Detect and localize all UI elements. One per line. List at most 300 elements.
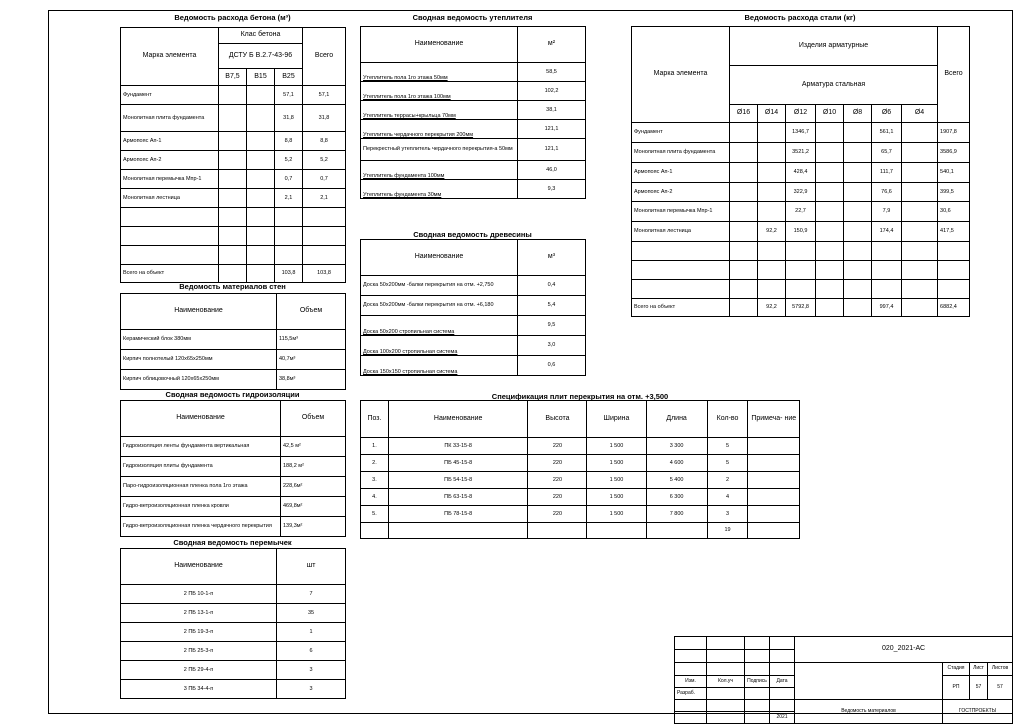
wood-h-unit: м³: [518, 240, 586, 276]
slabs-title: Спецификация плит перекрытия на отм. +3,500: [491, 392, 669, 401]
cell-value: 428,4: [786, 163, 816, 183]
cell-b25: [275, 227, 303, 246]
row-name: Гидро-ветроизоляционная пленка чердачного перекрытия: [121, 517, 281, 537]
steel-diam-header: Ø4: [902, 105, 938, 123]
row-name: Армопояс Ап-2: [632, 183, 730, 202]
steel-diam-header: Ø6: [872, 105, 902, 123]
cell-vol: 40,7м³: [277, 350, 346, 370]
hydro-title: Сводная ведомость гидроизоляции: [165, 390, 300, 399]
cell-total: 5,2: [303, 151, 346, 170]
cell-value: [730, 299, 758, 317]
cell-value: 174,4: [872, 222, 902, 242]
steel-diam-header: Ø14: [758, 105, 786, 123]
slabs-h-pos: Поз.: [361, 401, 389, 438]
slabs-total: 19: [707, 523, 748, 539]
lintels-h-qty: шт: [277, 549, 346, 585]
cell-width: 1 500: [587, 506, 646, 523]
concrete-h-b75: B7,5: [219, 69, 247, 86]
cell-b25: 57,1: [275, 86, 303, 105]
row-name: Утеплитель фундамента 30мм: [361, 180, 518, 199]
row-name: Утеплитель фундамента 100мм: [361, 161, 518, 180]
row-name: Керамический блок 380мм: [121, 330, 277, 350]
cell-value: [816, 299, 844, 317]
table-row: [361, 438, 800, 455]
table-row: [121, 604, 346, 623]
cell-b25: 0,7: [275, 170, 303, 189]
cell-length: 5 400: [646, 472, 707, 489]
cell-value: [816, 280, 844, 299]
cell-width: 1 500: [587, 472, 646, 489]
row-name: [632, 242, 730, 261]
table-row: [632, 123, 970, 143]
hydro-h-name: Наименование: [121, 401, 281, 437]
cell-value: [844, 242, 872, 261]
concrete-h-total: Всего: [303, 28, 346, 86]
cell-value: [902, 222, 938, 242]
wood-table-wrap: [360, 239, 586, 376]
cell-b75: [219, 246, 247, 265]
cell-note: [748, 472, 800, 489]
cell-vol: 139,3м²: [281, 517, 346, 537]
insulation-table-wrap: [360, 26, 586, 199]
cell-qty: 7: [277, 585, 346, 604]
cell-vol: 228,6м²: [281, 477, 346, 497]
cell-val: 5,4: [518, 296, 586, 316]
cell-height: 220: [528, 455, 587, 472]
table-row: [632, 183, 970, 202]
table-row: [632, 222, 970, 242]
concrete-h-class: Клас бетона: [219, 28, 303, 44]
cell-val: 121,1: [518, 120, 586, 139]
concrete-title: Ведомость расхода бетона (м³): [174, 13, 291, 22]
row-name: Перекрестный утеплитель чердачного перекрытия-а 50мм: [361, 139, 518, 161]
slabs-h-name: Наименование: [388, 401, 528, 438]
cell-value: [902, 183, 938, 202]
cell-value: [844, 183, 872, 202]
table-row: [361, 356, 586, 376]
table-row: [361, 472, 800, 489]
table-row: [121, 623, 346, 642]
concrete-h-b25: B25: [275, 69, 303, 86]
cell-value: [844, 143, 872, 163]
table-row: [361, 180, 586, 199]
cell-value: [730, 261, 758, 280]
cell-value: [902, 261, 938, 280]
cell-pos: 5.: [361, 506, 389, 523]
row-name: 2 ПБ 25-3-п: [121, 642, 277, 661]
stamp-stage: РП: [943, 676, 970, 700]
cell-b15: [247, 208, 275, 227]
cell-b25: [275, 246, 303, 265]
table-row: [121, 330, 346, 350]
cell-value: 322,9: [786, 183, 816, 202]
cell-value: [844, 222, 872, 242]
lintels-table-wrap: [120, 548, 346, 699]
cell-value: 7,9: [872, 202, 902, 222]
cell-b15: [247, 265, 275, 283]
slabs-h-height: Высота: [528, 401, 587, 438]
cell-value: [758, 143, 786, 163]
cell-value: [902, 202, 938, 222]
table-row: [121, 208, 346, 227]
row-name: Монолитная перемычка Мпр-1: [121, 170, 219, 189]
cell-qty: 4: [707, 489, 748, 506]
table-row: [121, 246, 346, 265]
wood-h-name: Наименование: [361, 240, 518, 276]
cell-value: [902, 299, 938, 317]
stamp-data: Дата: [770, 676, 795, 688]
cell-value: [844, 280, 872, 299]
table-row: [121, 497, 346, 517]
cell-val: 9,5: [518, 316, 586, 336]
cell-qty: 2: [707, 472, 748, 489]
table-row: [121, 227, 346, 246]
steel-diam-header: Ø10: [816, 105, 844, 123]
cell-total: [303, 227, 346, 246]
cell-length: 7 800: [646, 506, 707, 523]
steel-table-wrap: [631, 26, 970, 317]
row-name: Монолитная перемычка Мпр-1: [632, 202, 730, 222]
table-row: [121, 132, 346, 151]
row-name: [121, 227, 219, 246]
table-row: [121, 457, 346, 477]
row-name: Монолитная лестница: [632, 222, 730, 242]
cell-value: [902, 163, 938, 183]
cell-total: [303, 246, 346, 265]
cell-length: 6 300: [646, 489, 707, 506]
table-row: [121, 437, 346, 457]
row-name: [632, 280, 730, 299]
cell-total: 1907,8: [938, 123, 970, 143]
row-name: Монолитная лестница: [121, 189, 219, 208]
steel-diam-header: Ø16: [730, 105, 758, 123]
slabs-h-width: Ширина: [587, 401, 646, 438]
cell-vol: 469,8м²: [281, 497, 346, 517]
steel-h-products: Изделия арматурные: [730, 27, 938, 66]
row-name: Доска 50х200мм -балки перекрытия на отм. +6,180: [361, 296, 518, 316]
cell-vol: 188,2 м²: [281, 457, 346, 477]
row-name: Паро-гидроизоляционная пленка пола 1го этажа: [121, 477, 281, 497]
slabs-table-wrap: [360, 400, 800, 539]
table-row: [121, 642, 346, 661]
stamp-kol: Кол.уч: [707, 676, 745, 688]
cell-total: 57,1: [303, 86, 346, 105]
table-row: [121, 151, 346, 170]
cell-qty: 35: [277, 604, 346, 623]
cell-b75: [219, 105, 247, 132]
slabs-h-length: Длина: [646, 401, 707, 438]
slabs-h-qty: Кол-во: [707, 401, 748, 438]
cell-width: 1 500: [587, 438, 646, 455]
cell-vol: 115,5м³: [277, 330, 346, 350]
cell-total: [938, 242, 970, 261]
table-row: [361, 276, 586, 296]
cell-value: [816, 261, 844, 280]
table-row: [632, 163, 970, 183]
hydro-h-vol: Объем: [281, 401, 346, 437]
steel-h-rebar: Арматура стальная: [730, 66, 938, 105]
wood-table: [360, 239, 586, 376]
table-row: [121, 661, 346, 680]
row-name: Доска 100х200 стропильная система: [361, 336, 518, 356]
cell-b15: [247, 86, 275, 105]
cell-value: 92,2: [758, 222, 786, 242]
cell-value: [816, 143, 844, 163]
row-name: Фундамент: [632, 123, 730, 143]
cell-value: [730, 202, 758, 222]
row-name: 2 ПБ 10-1-п: [121, 585, 277, 604]
cell-value: [758, 280, 786, 299]
steel-h-total: Всего: [938, 27, 970, 123]
row-name: Кирпич полнотелый 120х65х250мм: [121, 350, 277, 370]
row-name: 2 ПБ 13-1-п: [121, 604, 277, 623]
cell-b15: [247, 170, 275, 189]
cell-b25: 31,8: [275, 105, 303, 132]
concrete-h-b15: B15: [247, 69, 275, 86]
row-name: Армопояс Ап-1: [121, 132, 219, 151]
table-row: [361, 101, 586, 120]
walls-h-vol: Объем: [277, 294, 346, 330]
cell-val: 0,6: [518, 356, 586, 376]
cell-value: [730, 163, 758, 183]
cell-value: [902, 280, 938, 299]
table-row: [361, 63, 586, 82]
cell-value: 1346,7: [786, 123, 816, 143]
cell-value: [730, 222, 758, 242]
cell-qty: 5: [707, 438, 748, 455]
cell-length: 4 600: [646, 455, 707, 472]
cell-value: [758, 163, 786, 183]
lintels-title: Сводная ведомость перемычек: [173, 538, 292, 547]
cell-note: [748, 506, 800, 523]
stamp-sheets-h: Листов: [988, 663, 1013, 676]
cell-height: 220: [528, 438, 587, 455]
cell-b75: [219, 151, 247, 170]
cell-value: [844, 202, 872, 222]
cell-qty: 3: [277, 680, 346, 699]
cell-val: 121,1: [518, 139, 586, 161]
table-row: [121, 170, 346, 189]
cell-total: 30,6: [938, 202, 970, 222]
cell-value: [786, 280, 816, 299]
cell-value: 22,7: [786, 202, 816, 222]
cell-height: 220: [528, 472, 587, 489]
row-name: Утеплитель пола 1го этажа 100мм: [361, 82, 518, 101]
concrete-table-wrap: [120, 27, 346, 283]
cell-height: 220: [528, 506, 587, 523]
cell-total: 2,1: [303, 189, 346, 208]
cell-name: ПК 33-15-8: [388, 438, 528, 455]
table-row: [632, 261, 970, 280]
cell-value: [730, 242, 758, 261]
table-row: [361, 336, 586, 356]
row-name: Гидро-ветроизоляционная пленка кровли: [121, 497, 281, 517]
table-row: [361, 139, 586, 161]
cell-height: 220: [528, 489, 587, 506]
stamp-org: ГОСТПРОЕКТЫ: [943, 700, 1013, 724]
table-row: [632, 280, 970, 299]
cell-value: [758, 123, 786, 143]
table-row: [121, 350, 346, 370]
cell-total: 31,8: [303, 105, 346, 132]
cell-value: [816, 202, 844, 222]
cell-val: 46,0: [518, 161, 586, 180]
cell-pos: 2.: [361, 455, 389, 472]
cell-pos: 1.: [361, 438, 389, 455]
table-row: [632, 202, 970, 222]
row-name: Гидроизоляция плиты фундамента: [121, 457, 281, 477]
row-name: Монолитная плита фундамента: [632, 143, 730, 163]
cell-value: 92,2: [758, 299, 786, 317]
insulation-title: Сводная ведомость утеплителя: [412, 13, 533, 22]
insulation-h-name: Наименование: [361, 27, 518, 63]
steel-table: [631, 26, 970, 317]
cell-value: [758, 183, 786, 202]
cell-total: 3586,9: [938, 143, 970, 163]
row-name: Доска 150х150 стропильная система: [361, 356, 518, 376]
cell-total: [938, 261, 970, 280]
lintels-h-name: Наименование: [121, 549, 277, 585]
row-name: [121, 246, 219, 265]
cell-qty: 3: [277, 661, 346, 680]
table-row: [121, 86, 346, 105]
cell-qty: 6: [277, 642, 346, 661]
table-row: [121, 189, 346, 208]
cell-value: [730, 143, 758, 163]
table-row: [361, 161, 586, 180]
cell-total: 399,5: [938, 183, 970, 202]
cell-length: 3 300: [646, 438, 707, 455]
cell-note: [748, 455, 800, 472]
stamp-razrab: Разраб.: [675, 688, 707, 700]
steel-diam-header: Ø12: [786, 105, 816, 123]
cell-value: [816, 163, 844, 183]
table-row: [121, 370, 346, 390]
concrete-h-mark: Марка элемента: [121, 28, 219, 86]
cell-value: [730, 183, 758, 202]
cell-value: [786, 261, 816, 280]
stamp-year: 2021: [770, 712, 795, 724]
cell-value: [816, 242, 844, 261]
cell-total: [938, 280, 970, 299]
cell-name: ПБ 63-15-8: [388, 489, 528, 506]
walls-h-name: Наименование: [121, 294, 277, 330]
cell-vol: 42,5 м²: [281, 437, 346, 457]
cell-val: 9,3: [518, 180, 586, 199]
stamp-izm: Изм.: [675, 676, 707, 688]
cell-value: [844, 299, 872, 317]
stamp-code: 020_2021-АС: [795, 637, 1013, 663]
cell-value: 65,7: [872, 143, 902, 163]
row-name: Кирпич облицовочный 120х65х250мм: [121, 370, 277, 390]
wood-title: Сводная ведомость древесины: [413, 230, 532, 239]
cell-value: [872, 261, 902, 280]
cell-qty: 3: [707, 506, 748, 523]
cell-val: 38,1: [518, 101, 586, 120]
row-name: Монолитная плита фундамента: [121, 105, 219, 132]
row-name: Утеплитель пола 1го этажа 50мм: [361, 63, 518, 82]
row-name: Доска 50х200мм -балки перекрытия на отм. +2,750: [361, 276, 518, 296]
cell-b15: [247, 151, 275, 170]
row-name: 3 ПБ 34-4-п: [121, 680, 277, 699]
cell-b75: [219, 189, 247, 208]
cell-b75: [219, 132, 247, 151]
cell-value: [902, 143, 938, 163]
cell-value: 5792,8: [786, 299, 816, 317]
row-name: Утеплитель террасы+крыльца 70мм: [361, 101, 518, 120]
table-row: [632, 143, 970, 163]
cell-value: 561,1: [872, 123, 902, 143]
row-name: [121, 208, 219, 227]
cell-value: [730, 123, 758, 143]
table-row: [121, 680, 346, 699]
row-name: Гидроизоляция ленты фундамента вертикальная: [121, 437, 281, 457]
cell-val: 58,5: [518, 63, 586, 82]
table-row: [361, 506, 800, 523]
row-name: Фундамент: [121, 86, 219, 105]
cell-width: 1 500: [587, 489, 646, 506]
cell-b15: [247, 105, 275, 132]
cell-b75: [219, 208, 247, 227]
row-name: Армопояс Ап-1: [632, 163, 730, 183]
cell-total: 6882,4: [938, 299, 970, 317]
row-name: 2 ПБ 19-3-п: [121, 623, 277, 642]
cell-pos: 3.: [361, 472, 389, 489]
cell-value: [758, 261, 786, 280]
cell-name: ПБ 54-15-8: [388, 472, 528, 489]
row-name: Утеплитель чердачного перекрытия 200мм: [361, 120, 518, 139]
cell-note: [748, 438, 800, 455]
cell-val: 3,0: [518, 336, 586, 356]
concrete-h-std: ДСТУ Б В.2.7-43-96: [219, 44, 303, 69]
hydro-table-wrap: [120, 400, 346, 537]
stamp-doc-title: Ведомость материалов: [795, 700, 943, 724]
cell-qty: 5: [707, 455, 748, 472]
cell-b75: [219, 265, 247, 283]
cell-b25: 2,1: [275, 189, 303, 208]
cell-pos: 4.: [361, 489, 389, 506]
cell-total: 540,1: [938, 163, 970, 183]
table-row: [632, 299, 970, 317]
table-row: [121, 105, 346, 132]
cell-b15: [247, 132, 275, 151]
slabs-table: [360, 400, 800, 539]
cell-b75: [219, 170, 247, 189]
stamp-sheets: 57: [988, 676, 1013, 700]
cell-value: [872, 280, 902, 299]
cell-value: 997,4: [872, 299, 902, 317]
cell-total: 417,5: [938, 222, 970, 242]
cell-value: [844, 163, 872, 183]
cell-b25: 8,8: [275, 132, 303, 151]
stamp-podp: Подпись: [745, 676, 770, 688]
cell-total: 0,7: [303, 170, 346, 189]
row-name: Всего на объект: [632, 299, 730, 317]
cell-value: [902, 242, 938, 261]
table-row: [361, 82, 586, 101]
cell-b15: [247, 246, 275, 265]
cell-name: ПБ 78-15-8: [388, 506, 528, 523]
cell-value: [816, 123, 844, 143]
steel-h-mark: Марка элемента: [632, 27, 730, 123]
lintels-table: [120, 548, 346, 699]
table-row: [121, 265, 346, 283]
cell-value: [816, 222, 844, 242]
table-row: [121, 585, 346, 604]
cell-value: 76,6: [872, 183, 902, 202]
cell-vol: 38,8м³: [277, 370, 346, 390]
title-block: [674, 636, 1013, 724]
